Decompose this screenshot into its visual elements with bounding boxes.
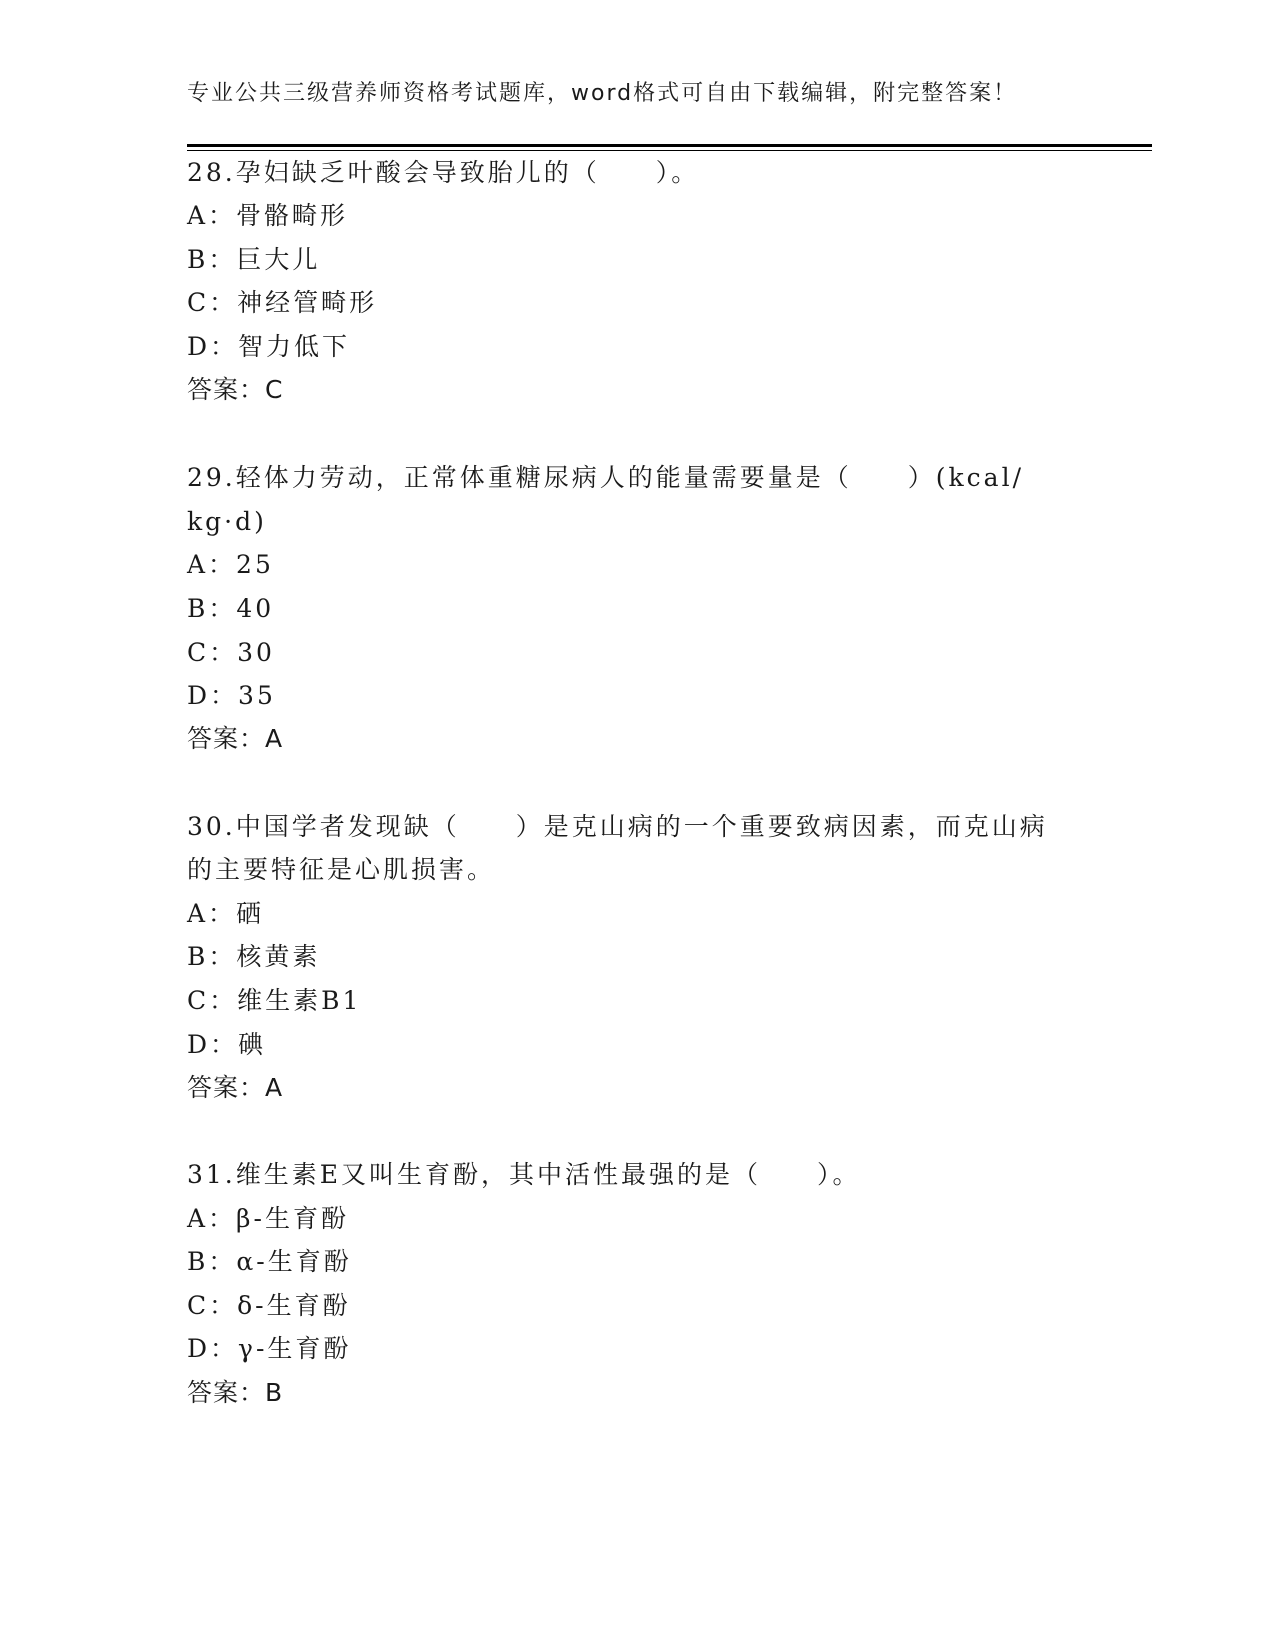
option-c: C：30: [187, 638, 275, 667]
option-b: B：核黄素: [187, 942, 321, 971]
option-d: D：35: [187, 681, 276, 710]
question-stem-continued: kg·d): [187, 507, 267, 536]
option-d: D：γ-生育酚: [187, 1334, 352, 1363]
option-b: B：α-生育酚: [187, 1247, 352, 1276]
header-rule-thin: [187, 150, 1152, 151]
page-header: 专业公共三级营养师资格考试题库，word格式可自由下载编辑，附完整答案！: [187, 81, 1018, 106]
answer: 答案：B: [187, 1378, 284, 1407]
question-stem: 28.孕妇缺乏叶酸会导致胎儿的（ ）。: [187, 158, 700, 187]
question-stem: 31.维生素E又叫生育酚，其中活性最强的是（ ）。: [187, 1160, 861, 1189]
option-c: C：神经管畸形: [187, 288, 378, 317]
answer: 答案：A: [187, 724, 284, 753]
option-d: D：碘: [187, 1030, 267, 1059]
option-c: C：δ-生育酚: [187, 1291, 351, 1320]
option-a: A：硒: [187, 899, 265, 928]
answer: 答案：A: [187, 1073, 284, 1102]
option-a: A：β-生育酚: [187, 1204, 349, 1233]
option-b: B：巨大儿: [187, 245, 321, 274]
option-d: D：智力低下: [187, 332, 351, 361]
question-stem: 30.中国学者发现缺（ ）是克山病的一个重要致病因素，而克山病: [187, 812, 1048, 841]
answer: 答案：C: [187, 375, 284, 404]
option-b: B：40: [187, 594, 275, 623]
option-c: C：维生素B1: [187, 986, 362, 1015]
option-a: A：骨骼畸形: [187, 201, 349, 230]
option-a: A：25: [187, 550, 274, 579]
question-stem: 29.轻体力劳动，正常体重糖尿病人的能量需要量是（ ）(kcal/: [187, 463, 1024, 492]
header-rule-thick: [187, 144, 1152, 147]
question-stem-continued: 的主要特征是心肌损害。: [187, 855, 496, 884]
